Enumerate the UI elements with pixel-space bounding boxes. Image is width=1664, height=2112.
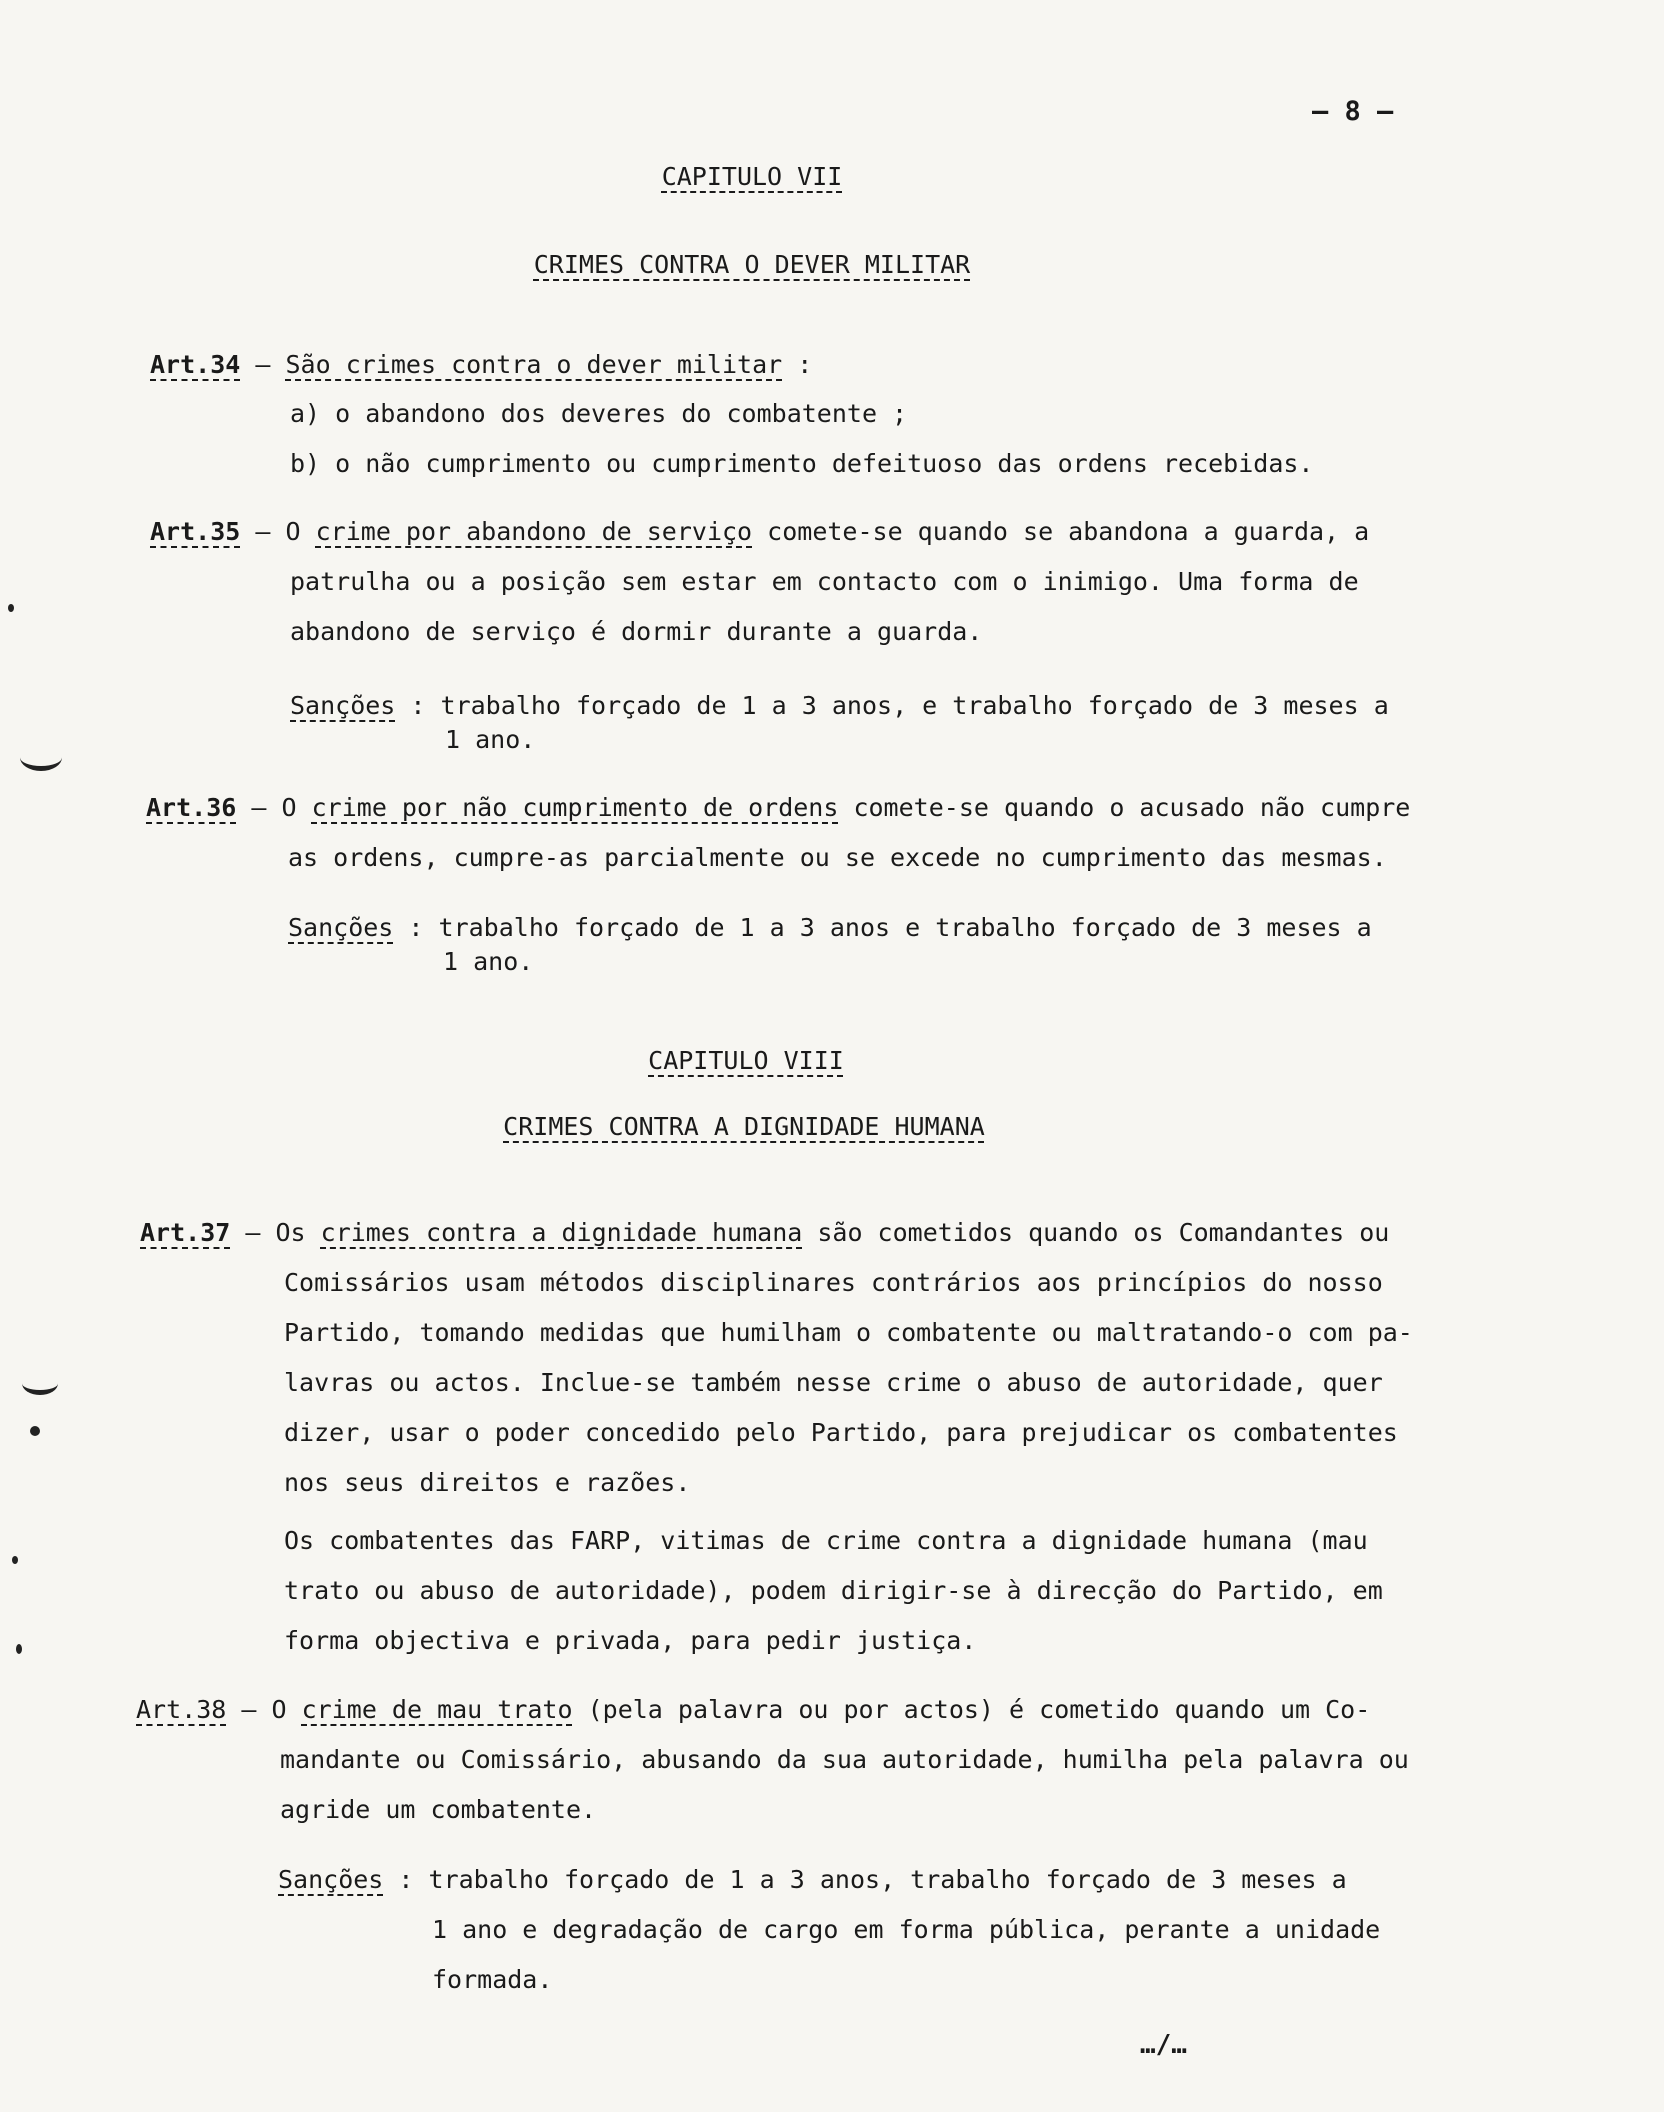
article-lead: crime por não cumprimento de ordens [311,793,839,822]
article-label: Art.38 [136,1695,227,1724]
article-37-line-5: dizer, usar o poder concedido pelo Partido, para prejudicar os combatentes [284,1418,1398,1447]
article-line-1-rest: comete-se quando se abandona a guarda, a [752,517,1370,546]
article-34-item-b: b) o não cumprimento ou cumprimento defeituoso das ordens recebidas. [290,449,1314,478]
chapter-8-title: CAPITULO VIII [648,1046,844,1075]
page-number: – 8 – [1312,96,1394,127]
scan-mark [16,1644,22,1654]
article-lead-end: : [782,350,813,379]
article-38 [136,1685,1370,1735]
article-label: Art.37 [140,1218,231,1247]
article-dash: – [255,517,271,546]
sancoes-line-1: : trabalho forçado de 1 a 3 anos, e trabalho forçado de 3 meses a [410,691,1389,720]
article-lead-pre: O [271,1695,302,1724]
scan-mark [30,1426,40,1436]
article-dash: – [241,1695,257,1724]
article-35-sancoes-line-2: 1 ano. [445,725,536,754]
article-36 [146,783,1410,833]
article-37-line-4: lavras ou actos. Inclue-se também nesse crime o abuso de autoridade, quer [284,1368,1383,1397]
article-37-line-6: nos seus direitos e razões. [284,1468,691,1497]
article-37-line-2: Comissários usam métodos disciplinares contrários aos princípios do nosso [284,1268,1383,1297]
article-dash: – [251,793,267,822]
article-lead: crime de mau trato [301,1695,573,1724]
sancoes-line-1: : trabalho forçado de 1 a 3 anos e trabalho forçado de 3 meses a [408,913,1372,942]
continuation-mark: …/… [1140,2030,1187,2060]
article-35-line-3: abandono de serviço é dormir durante a guarda. [290,617,983,646]
scan-mark [12,1556,18,1564]
article-label: Art.34 [150,350,241,379]
chapter-7-subtitle: CRIMES CONTRA O DEVER MILITAR [533,250,971,279]
article-dash: – [245,1218,261,1247]
article-dash: – [255,350,271,379]
article-lead-pre: O [285,517,316,546]
article-line-1-rest: (pela palavra ou por actos) é cometido quando um Co- [572,1695,1371,1724]
article-lead: São crimes contra o dever militar [285,350,783,379]
chapter-8-subtitle: CRIMES CONTRA A DIGNIDADE HUMANA [503,1112,985,1141]
article-38-sancoes [278,1855,1347,1905]
article-34-item-a: a) o abandono dos deveres do combatente ; [290,399,908,428]
article-lead-pre: O [281,793,312,822]
article-37-line-3: Partido, tomando medidas que humilham o combatente ou maltratando-o com pa- [284,1318,1413,1347]
article-37 [140,1208,1389,1258]
article-34 [150,340,812,390]
article-line-1-rest: são cometidos quando os Comandantes ou [802,1218,1390,1247]
scan-mark [8,604,14,612]
article-38-line-2: mandante ou Comissário, abusando da sua autoridade, humilha pela palavra ou [280,1745,1409,1774]
sancoes-label: Sanções [290,691,396,720]
article-35 [150,507,1369,557]
scan-mark [20,744,62,771]
article-37-line-9: forma objectiva e privada, para pedir justiça. [284,1626,977,1655]
article-38-sancoes-line-2: 1 ano e degradação de cargo em forma pública, perante a unidade [432,1915,1381,1944]
article-38-line-3: agride um combatente. [280,1795,597,1824]
article-line-1-rest: comete-se quando o acusado não cumpre [838,793,1411,822]
article-37-line-8: trato ou abuso de autoridade), podem dirigir-se à direcção do Partido, em [284,1576,1383,1605]
article-label: Art.35 [150,517,241,546]
article-lead: crime por abandono de serviço [315,517,753,546]
article-38-sancoes-line-3: formada. [432,1965,553,1994]
article-36-line-2: as ordens, cumpre-as parcialmente ou se excede no cumprimento das mesmas. [288,843,1387,872]
sancoes-line-1: : trabalho forçado de 1 a 3 anos, trabalho forçado de 3 meses a [398,1865,1347,1894]
article-37-line-7: Os combatentes das FARP, vitimas de crime contra a dignidade humana (mau [284,1526,1368,1555]
article-label: Art.36 [146,793,237,822]
article-35-line-2: patrulha ou a posição sem estar em contacto com o inimigo. Uma forma de [290,567,1359,596]
article-36-sancoes-line-2: 1 ano. [443,947,534,976]
chapter-7-title: CAPITULO VII [661,162,843,191]
article-lead-pre: Os [275,1218,321,1247]
sancoes-label: Sanções [288,913,394,942]
sancoes-label: Sanções [278,1865,384,1894]
scan-mark [22,1372,58,1395]
article-lead: crimes contra a dignidade humana [320,1218,803,1247]
